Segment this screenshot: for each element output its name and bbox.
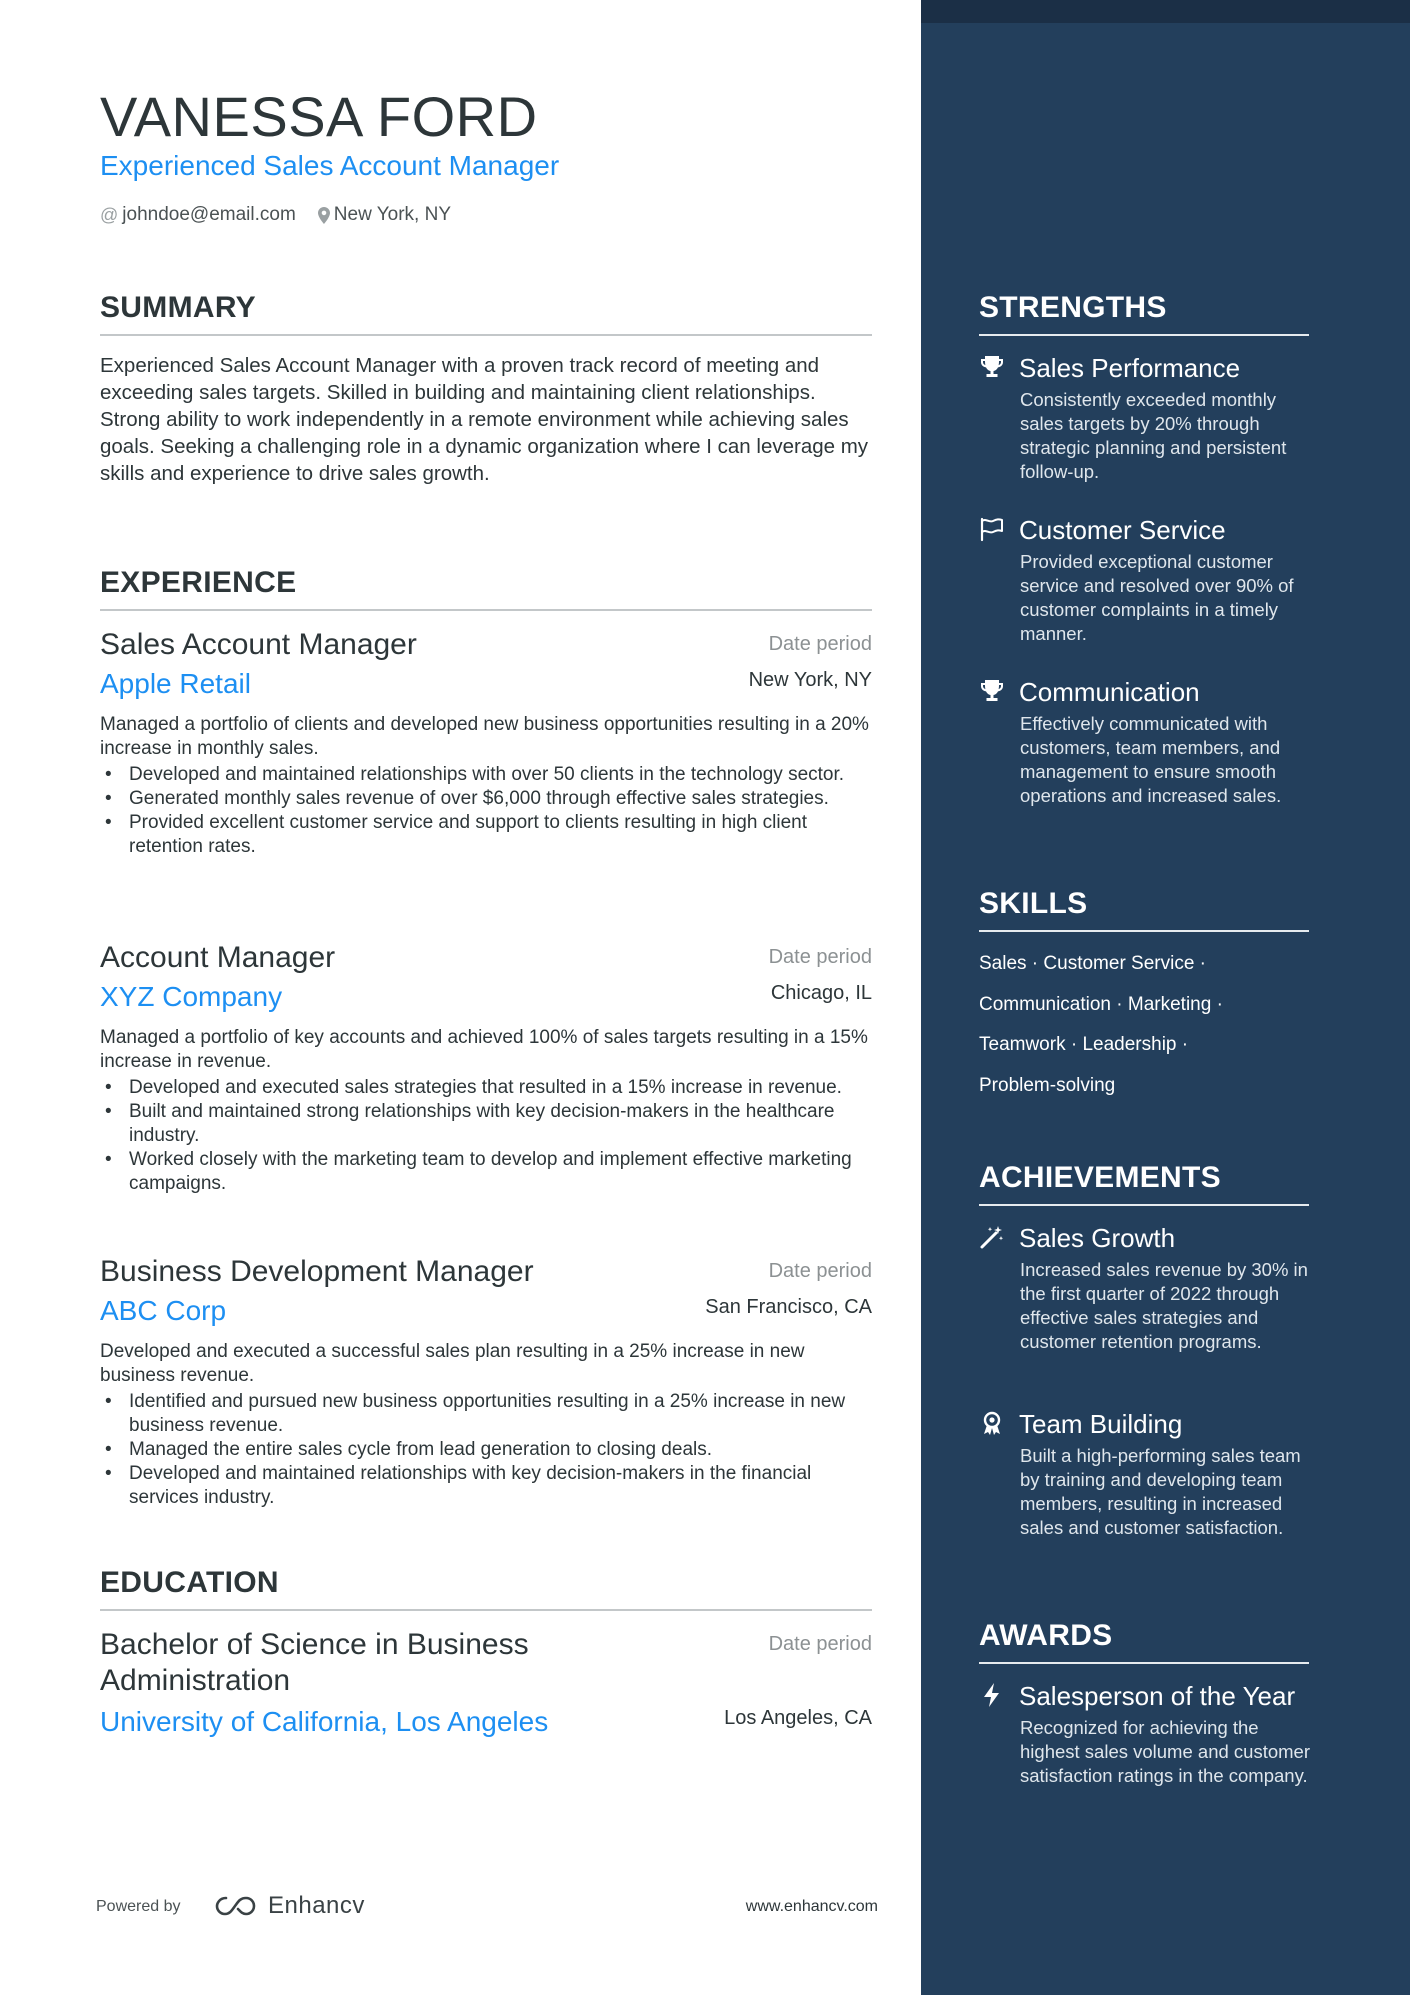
achievement-title: Team Building	[1019, 1409, 1183, 1439]
company-name: Apple Retail	[100, 668, 251, 699]
skills-line: Teamwork · Leadership ·	[979, 1034, 1189, 1055]
skills-heading: SKILLS	[979, 886, 1309, 932]
job-location: New York, NY	[748, 669, 872, 691]
job-bullet: • Managed the entire sales cycle from lead generation to closing deals.	[100, 1438, 872, 1462]
job-title: Account Manager	[100, 941, 336, 974]
contact-email[interactable]	[100, 203, 296, 227]
job-bullets	[100, 1390, 872, 1510]
job-bullet: • Developed and executed sales strategies that resulted in a 15% increase in revenue.	[100, 1076, 872, 1100]
summary-text: Experienced Sales Account Manager with a proven track record of meeting and exceeding sales targets. Skilled in building and maintaining client relationships. Strong ability to work independently in a remote environment while achieving sales goals. Seeking a challenging role in a dynamic organization where I can leverage my skills and experience to drive sales growth.	[100, 354, 869, 485]
trophy-icon	[979, 676, 1007, 706]
achievement-title: Sales Growth	[1019, 1223, 1176, 1253]
candidate-name: VANESSA FORD	[100, 85, 538, 148]
company-name: XYZ Company	[100, 981, 283, 1012]
email-text: johndoe@email.com	[122, 204, 296, 225]
award-title: Salesperson of the Year	[1019, 1681, 1296, 1711]
achievement-item	[979, 1408, 1319, 1540]
job-bullets	[100, 1076, 872, 1196]
education-location: Los Angeles, CA	[724, 1707, 872, 1729]
location-pin-icon	[318, 207, 330, 224]
job-bullet: • Developed and maintained relationships with key decision-makers in the financial services industry.	[100, 1462, 872, 1510]
education-date: Date period	[768, 1633, 872, 1655]
achievement-description: Built a high-performing sales team by training and developing team members, resulting in increased sales and customer satisfaction.	[1020, 1445, 1301, 1538]
job-description: Managed a portfolio of clients and developed new business opportunities resulting in a 20% increase in monthly sales.	[100, 714, 869, 759]
job-location: San Francisco, CA	[705, 1296, 872, 1318]
award-description: Recognized for achieving the highest sales volume and customer satisfaction ratings in the company.	[1020, 1717, 1310, 1786]
strength-item	[979, 352, 1319, 484]
lightning-bolt-icon	[979, 1680, 1007, 1710]
job-bullet: • Developed and maintained relationships with over 50 clients in the technology sector.	[100, 763, 872, 787]
strength-description: Effectively communicated with customers, team members, and management to ensure smooth operations and increased sales.	[1020, 713, 1282, 806]
strengths-heading: STRENGTHS	[979, 290, 1309, 336]
enhancv-logo-icon	[214, 1894, 260, 1918]
job-date: Date period	[768, 633, 872, 655]
candidate-headline: Experienced Sales Account Manager	[100, 150, 560, 181]
job-bullet: • Provided excellent customer service and support to clients resulting in high client retention rates.	[100, 811, 872, 859]
skills-line: Sales · Customer Service ·	[979, 953, 1207, 974]
experience-entry	[100, 1254, 872, 1510]
achievement-item	[979, 1222, 1319, 1354]
strength-item	[979, 514, 1319, 646]
achievements-heading: ACHIEVEMENTS	[979, 1160, 1309, 1206]
school-name: University of California, Los Angeles	[100, 1706, 549, 1737]
flag-icon	[979, 514, 1007, 544]
skills-line: Communication · Marketing ·	[979, 993, 1223, 1015]
education-entry	[100, 1627, 872, 1745]
experience-entry	[100, 940, 872, 1196]
job-date: Date period	[768, 1260, 872, 1282]
powered-by-label: Powered by	[96, 1898, 181, 1915]
job-bullet: • Generated monthly sales revenue of over $6,000 through effective sales strategies.	[100, 787, 872, 811]
job-title: Sales Account Manager	[100, 628, 417, 661]
footer-url[interactable]: www.enhancv.com	[745, 1898, 878, 1915]
job-bullet: • Identified and pursued new business opportunities resulting in a 25% increase in new business revenue.	[100, 1390, 872, 1438]
sidebar-top-bar	[921, 0, 1410, 23]
strength-item	[979, 676, 1319, 808]
job-bullet: • Built and maintained strong relationships with key decision-makers in the healthcare industry.	[100, 1100, 872, 1148]
award-ribbon-icon	[979, 1408, 1007, 1438]
award-item	[979, 1680, 1319, 1788]
achievement-description: Increased sales revenue by 30% in the first quarter of 2022 through effective sales strategies and customer retention programs.	[1020, 1259, 1308, 1352]
job-description: Managed a portfolio of key accounts and achieved 100% of sales targets resulting in a 15% increase in revenue.	[100, 1027, 868, 1072]
company-name: ABC Corp	[100, 1295, 227, 1326]
strength-title: Customer Service	[1019, 515, 1226, 545]
strength-title: Communication	[1019, 677, 1200, 707]
strength-title: Sales Performance	[1019, 353, 1241, 383]
job-description: Developed and executed a successful sales plan resulting in a 25% increase in new business revenue.	[100, 1341, 805, 1386]
enhancv-logo[interactable]	[214, 1892, 365, 1920]
trophy-icon	[979, 352, 1007, 382]
enhancv-brand: Enhancv	[268, 1892, 365, 1919]
contact-location	[318, 203, 451, 227]
location-text: New York, NY	[333, 204, 452, 225]
summary-heading: SUMMARY	[100, 290, 872, 336]
experience-entry	[100, 627, 872, 859]
degree-title: Bachelor of Science in Business Administration	[100, 1628, 529, 1697]
skills-list	[979, 944, 1309, 1106]
magic-wand-icon	[979, 1222, 1007, 1252]
experience-heading: EXPERIENCE	[100, 565, 872, 611]
awards-heading: AWARDS	[979, 1618, 1309, 1664]
job-bullet: • Worked closely with the marketing team to develop and implement effective marketing campaigns.	[100, 1148, 872, 1196]
job-date: Date period	[768, 946, 872, 968]
job-location: Chicago, IL	[770, 982, 872, 1004]
strength-description: Provided exceptional customer service and resolved over 90% of customer complaints in a timely manner.	[1020, 551, 1294, 644]
education-heading: EDUCATION	[100, 1565, 872, 1611]
at-icon: @	[100, 205, 119, 225]
strength-description: Consistently exceeded monthly sales targets by 20% through strategic planning and persistent follow-up.	[1020, 389, 1287, 482]
contact-info	[100, 203, 451, 227]
job-bullets	[100, 763, 872, 859]
skills-line: Problem-solving	[979, 1074, 1116, 1096]
job-title: Business Development Manager	[100, 1255, 534, 1288]
